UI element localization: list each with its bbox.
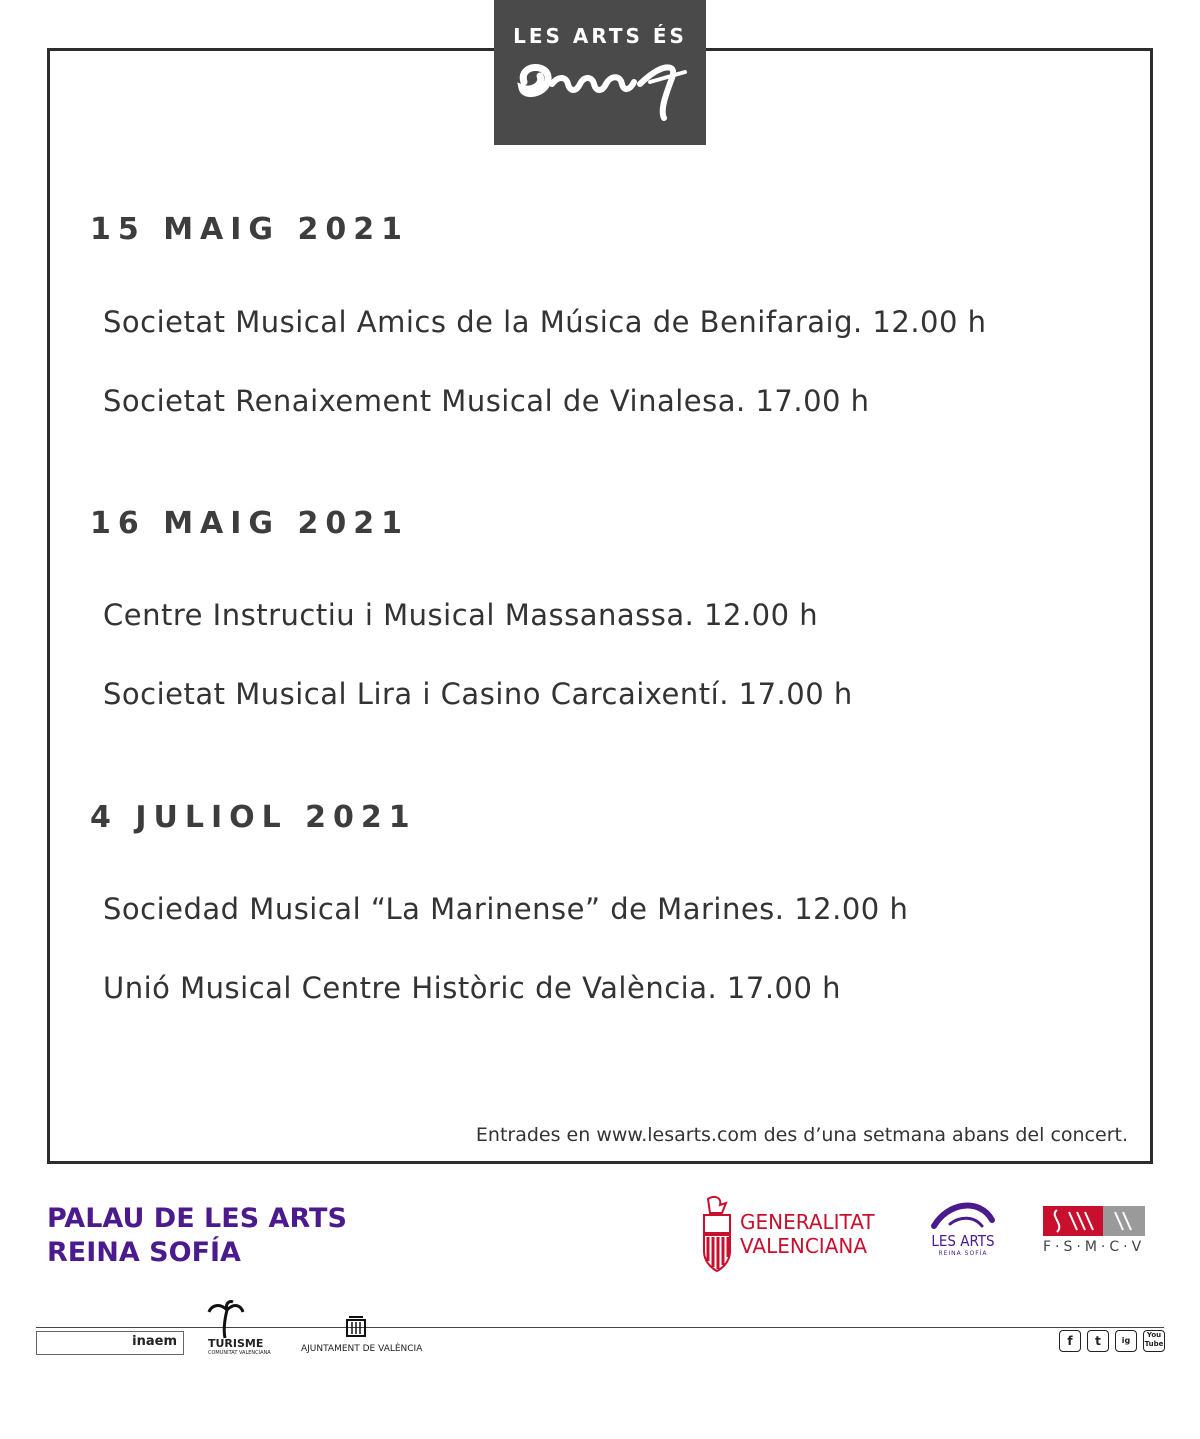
event-item: Societat Musical Lira i Casino Carcaixentí. 17.00 h bbox=[103, 677, 853, 711]
palau-line-2: REINA SOFÍA bbox=[47, 1237, 241, 1268]
event-item: Societat Renaixement Musical de Vinalesa. 17.00 h bbox=[103, 384, 870, 418]
generalitat-text bbox=[740, 1210, 875, 1258]
date-heading-2: 16 MAIG 2021 bbox=[90, 506, 409, 541]
ministerio-logo bbox=[36, 1331, 184, 1355]
event-item: Societat Musical Amics de la Música de Benifaraig. 12.00 h bbox=[103, 305, 987, 339]
lesarts-text: LES ARTS bbox=[931, 1232, 995, 1250]
twitter-icon[interactable]: t bbox=[1087, 1330, 1109, 1352]
gv-line-1: GENERALITAT bbox=[740, 1210, 875, 1234]
palm-tree-icon bbox=[205, 1300, 245, 1340]
grandes-script-logo bbox=[510, 54, 690, 124]
event-item: Centre Instructiu i Musical Massanassa. 12.00 h bbox=[103, 598, 819, 632]
header-badge bbox=[494, 0, 706, 145]
ajuntament-crest-icon bbox=[343, 1314, 369, 1340]
lesarts-logo bbox=[928, 1198, 998, 1257]
inaem-text: inaem bbox=[132, 1334, 177, 1349]
palau-line-1: PALAU DE LES ARTS bbox=[47, 1203, 347, 1234]
turisme-subtext: COMUNITAT VALENCIANA bbox=[208, 1350, 271, 1356]
palau-title bbox=[47, 1202, 347, 1270]
date-heading-3: 4 JULIOL 2021 bbox=[90, 800, 417, 835]
lesarts-eye-icon bbox=[930, 1198, 996, 1232]
date-heading-1: 15 MAIG 2021 bbox=[90, 212, 409, 247]
tickets-note: Entrades en www.lesarts.com des d’una setmana abans del concert. bbox=[475, 1124, 1128, 1146]
facebook-icon[interactable]: f bbox=[1059, 1330, 1081, 1352]
fsmcv-logo-icon bbox=[1043, 1206, 1145, 1236]
event-item: Unió Musical Centre Històric de València. 17.00 h bbox=[103, 971, 842, 1005]
lesarts-subtext: REINA SOFÍA bbox=[938, 1250, 988, 1257]
youtube-icon[interactable]: You Tube bbox=[1143, 1330, 1165, 1352]
turisme-text: TURISME bbox=[208, 1337, 264, 1350]
generalitat-crest-icon bbox=[700, 1195, 734, 1273]
fsmcv-text: F·S·M·C·V bbox=[1043, 1239, 1146, 1255]
badge-top-text: LES ARTS ÉS bbox=[513, 24, 687, 48]
ajuntament-text: AJUNTAMENT DE VALÈNCIA bbox=[301, 1344, 423, 1354]
instagram-icon[interactable]: ig bbox=[1115, 1330, 1137, 1352]
event-item: Sociedad Musical “La Marinense” de Marines. 12.00 h bbox=[103, 892, 909, 926]
gv-line-2: VALENCIANA bbox=[740, 1234, 868, 1258]
